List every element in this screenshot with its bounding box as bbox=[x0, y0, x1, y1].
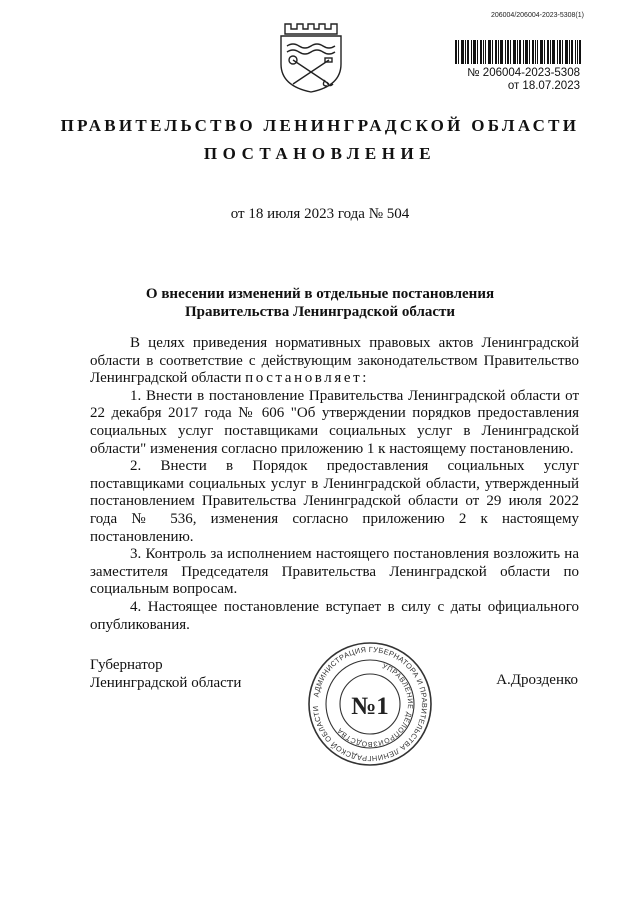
subject-line-2: Правительства Ленинградской области bbox=[184, 304, 456, 320]
stamp-ring-text: АДМИНИСТРАЦИЯ ГУБЕРНАТОРА И ПРАВИТЕЛЬСТВА ЛЕНИНГРАДСКОЙ ОБЛАСТИ bbox=[310, 644, 430, 764]
paragraph-item-1: 1. Внести в постановление Правительства Ленинградской области от 22 декабря 2017 года № 606 "Об утверждении порядков предоставления социальных услуг поставщиками социальных услуг в Ленинградской области" изменения согласно приложению 1 к настоящему постановлению. bbox=[90, 387, 579, 457]
coat-of-arms-emblem bbox=[277, 20, 345, 94]
signer-position-line-2: Ленинградской области bbox=[90, 675, 242, 691]
registration-number: № 206004-2023-5308 bbox=[467, 67, 580, 79]
paragraph-item-3: 3. Контроль за исполнением настоящего постановления возложить на заместителя Председателя Правительства Ленинградской области по социальным вопросам. bbox=[90, 546, 579, 598]
document-subject bbox=[0, 285, 640, 321]
stamp-number: №1 bbox=[351, 693, 389, 720]
official-stamp bbox=[306, 640, 434, 768]
paragraph-item-2: 2. Внести в Порядок предоставления социальных услуг поставщиками социальных услуг в Ленинградской области, утвержденный постановлением Правительства Ленинградской области от 29 июля 2022 года № 536, изменения согласно приложению 2 к настоящему постановлению. bbox=[90, 458, 579, 545]
government-title: ПРАВИТЕЛЬСТВО ЛЕНИНГРАДСКОЙ ОБЛАСТИ bbox=[60, 116, 580, 135]
document-code: 206004/206004-2023-5308(1) bbox=[490, 12, 584, 19]
preamble-verb: постановляет bbox=[245, 370, 363, 387]
signer-name: А.Дрозденко bbox=[496, 672, 578, 688]
document-body bbox=[90, 335, 579, 634]
registration-date: от 18.07.2023 bbox=[507, 80, 580, 92]
barcode bbox=[455, 40, 581, 64]
preamble-colon: : bbox=[362, 370, 367, 387]
document-date-number: от 18 июля 2023 года № 504 bbox=[230, 206, 410, 222]
preamble-paragraph bbox=[90, 335, 579, 388]
stamp-inner-text: УПРАВЛЕНИЕ ДЕЛОПРОИЗВОДСТВА bbox=[336, 663, 414, 748]
subject-line-1: О внесении изменений в отдельные постановления bbox=[145, 286, 495, 302]
paragraph-item-4: 4. Настоящее постановление вступает в силу с даты официального опубликования. bbox=[90, 598, 579, 633]
signer-position bbox=[90, 656, 241, 692]
preamble-text: В целях приведения нормативных правовых актов Ленинградской области в соответствие с действующим законодательством Правительство Ленинградской области bbox=[90, 335, 579, 387]
document-type-heading: ПОСТАНОВЛЕНИЕ bbox=[203, 144, 437, 163]
signer-position-line-1: Губернатор bbox=[90, 657, 163, 673]
